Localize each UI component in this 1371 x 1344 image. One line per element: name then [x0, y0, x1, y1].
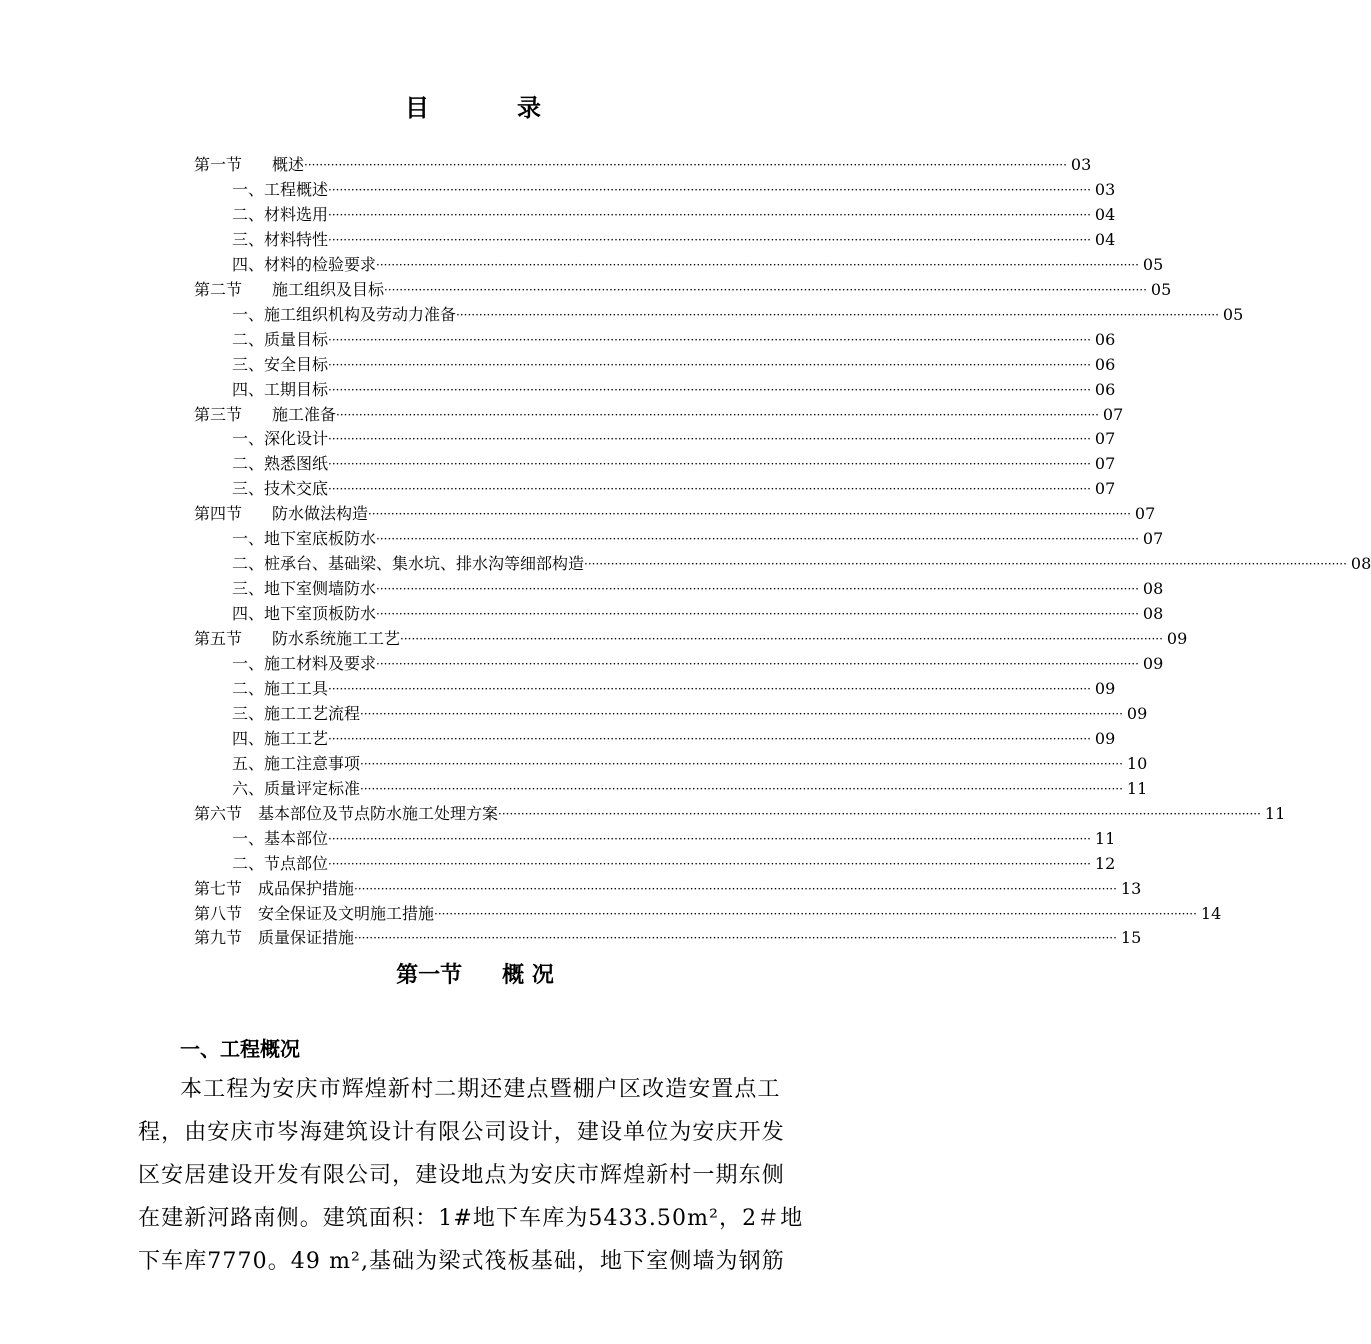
toc-entry-label [232, 302, 456, 327]
toc-page-number: 14 [1200, 903, 1222, 923]
toc-section-number: 第九节 [194, 928, 243, 948]
toc-entry-label [232, 451, 328, 476]
toc-entry-label [232, 576, 376, 601]
toc-entry-label [232, 701, 360, 726]
toc-entry-label [232, 551, 584, 576]
toc-page-number: 05 [1150, 279, 1172, 299]
toc-page-number: 07 [1134, 504, 1156, 524]
toc-entry-title: 五、施工注意事项 [232, 753, 361, 773]
toc-leader-dots: ········································································································································································································ [328, 332, 1091, 347]
toc-page-number: 11 [1094, 828, 1116, 848]
toc-entry-label [232, 751, 360, 776]
toc-entry-title: 四、工期目标 [232, 379, 329, 399]
toc-entry [232, 701, 1148, 726]
toc-entry-title: 二、材料选用 [232, 204, 329, 224]
toc-entry [232, 202, 1116, 227]
toc-entry-label [232, 476, 328, 501]
toc-page-number: 06 [1094, 379, 1116, 399]
toc-leader-dots: ········································································································································································································ [376, 582, 1139, 597]
toc-leader-dots: ········································································································································································································ [328, 207, 1091, 222]
toc-entry [232, 651, 1164, 676]
toc-page-number: 09 [1166, 629, 1188, 649]
section-heading [0, 958, 950, 989]
toc-entry [232, 601, 1164, 626]
toc-entry [232, 476, 1116, 501]
toc-page-number: 12 [1094, 853, 1116, 873]
toc-leader-dots: ········································································································································································································ [328, 831, 1091, 846]
body-line: 在建新河路南侧。建筑面积：1#地下车库为5433.50m²，2＃地 [138, 1206, 804, 1231]
toc-entry-title: 四、材料的检验要求 [232, 254, 377, 274]
toc-entry-label [194, 152, 304, 177]
body-line: 下车库7770。49 m²,基础为梁式筏板基础，地下室侧墙为钢筋 [138, 1249, 785, 1274]
toc-entry-label [232, 327, 328, 352]
toc-entry-title: 二、施工工具 [232, 678, 329, 698]
toc-entry-title: 一、工程概述 [232, 179, 329, 199]
toc-leader-dots: ········································································································································································································ [376, 607, 1139, 622]
toc-entry [232, 826, 1116, 851]
toc-leader-dots: ········································································································································································································ [328, 232, 1091, 247]
toc-entry-title: 基本部位及节点防水施工处理方案 [258, 803, 499, 823]
toc-section-number: 第六节 [194, 803, 243, 823]
toc-entry [232, 676, 1116, 701]
toc-entry-label [232, 252, 376, 277]
toc-title [0, 88, 950, 123]
toc-entry [232, 726, 1116, 751]
toc-entry-title: 三、安全目标 [232, 354, 329, 374]
toc-entry [232, 426, 1116, 451]
toc-page-number: 15 [1120, 928, 1142, 948]
toc-entry-title: 六、质量评定标准 [232, 778, 361, 798]
toc-entry-title: 防水做法构造 [272, 504, 369, 524]
toc-entry-label [232, 826, 328, 851]
toc-entry-title: 三、技术交底 [232, 479, 329, 499]
toc-entry-label [194, 876, 354, 901]
toc-title-right: 录 [517, 94, 545, 122]
toc-page-number: 09 [1094, 728, 1116, 748]
toc-page-number: 11 [1264, 803, 1286, 823]
toc-entry-title: 施工组织及目标 [272, 279, 385, 299]
toc-entry [232, 451, 1116, 476]
toc-entry-title: 四、施工工艺 [232, 728, 329, 748]
toc-leader-dots: ········································································································································································································ [328, 482, 1091, 497]
toc-section-number: 第一节 [194, 155, 243, 174]
body-line: 区安居建设开发有限公司，建设地点为安庆市辉煌新村一期东侧 [138, 1163, 785, 1188]
toc-page-number: 07 [1142, 529, 1164, 549]
toc-page-number: 07 [1094, 479, 1116, 499]
toc-entry-title: 一、基本部位 [232, 828, 329, 848]
toc-entry-label [194, 402, 336, 427]
toc-leader-dots: ········································································································································································································ [400, 632, 1163, 647]
toc-section-number: 第七节 [194, 878, 243, 898]
toc-entry-title: 二、熟悉图纸 [232, 454, 329, 474]
toc-entry-label [232, 851, 328, 876]
toc-entry-label [194, 925, 354, 950]
toc-leader-dots: ········································································································································································································ [376, 532, 1139, 547]
toc-entry-label [194, 901, 434, 926]
toc-entry-label [194, 277, 384, 302]
toc-entry-label [232, 377, 328, 402]
toc-page-number: 03 [1070, 155, 1092, 174]
toc-entry [232, 526, 1164, 551]
toc-page-number: 09 [1094, 678, 1116, 698]
toc-entry-label [232, 227, 328, 252]
toc-page-number: 04 [1094, 229, 1116, 249]
toc-leader-dots: ········································································································································································································ [328, 357, 1091, 372]
toc-page-number: 11 [1126, 778, 1148, 798]
toc-leader-dots: ········································································································································································································ [328, 182, 1091, 197]
toc-page-number: 10 [1126, 753, 1148, 773]
toc-leader-dots: ········································································································································································································ [434, 906, 1197, 921]
toc-entry-label [232, 352, 328, 377]
toc-entry-title: 三、材料特性 [232, 229, 329, 249]
section-heading-number: 第一节 [396, 963, 463, 988]
body-line: 程，由安庆市岑海建筑设计有限公司设计，建设单位为安庆开发 [138, 1120, 785, 1145]
toc-entry-label [232, 676, 328, 701]
toc-entry-title: 二、节点部位 [232, 853, 329, 873]
toc-entry-title: 二、质量目标 [232, 329, 329, 349]
toc-entry-label [232, 426, 328, 451]
toc-page-number: 09 [1142, 654, 1164, 673]
toc-entry [232, 227, 1116, 252]
toc-entry-title: 一、施工组织机构及劳动力准备 [232, 304, 457, 324]
toc-entry [232, 327, 1116, 352]
body-line: 本工程为安庆市辉煌新村二期还建点暨棚户区改造安置点工 [180, 1077, 781, 1102]
toc-entry-title: 防水系统施工工艺 [272, 629, 401, 649]
toc-page-number: 08 [1142, 579, 1164, 599]
toc-entry-label [232, 726, 328, 751]
toc-entry-label [232, 651, 376, 676]
toc-leader-dots: ········································································································································································································ [368, 507, 1131, 522]
toc-leader-dots: ········································································································································································································ [376, 257, 1139, 272]
toc-title-left: 目 [405, 94, 433, 122]
toc-entry [232, 551, 1371, 576]
toc-leader-dots: ········································································································································································································ [360, 706, 1123, 721]
toc-entry-label [232, 526, 376, 551]
toc-page-number: 03 [1094, 179, 1116, 199]
toc-leader-dots: ········································································································································································································ [354, 931, 1117, 946]
toc-page-number: 05 [1142, 254, 1164, 274]
toc-entry [232, 252, 1164, 277]
toc-leader-dots: ········································································································································································································ [328, 731, 1091, 746]
toc-entry [194, 277, 1172, 302]
toc-entry-title: 成品保护措施 [258, 878, 355, 898]
toc-entry [194, 501, 1156, 526]
toc-page-number: 04 [1094, 204, 1116, 224]
toc-entry-label [194, 626, 400, 651]
toc-entry-label [232, 177, 328, 202]
toc-leader-dots: ········································································································································································································ [354, 881, 1117, 896]
toc-entry-title: 安全保证及文明施工措施 [258, 903, 435, 923]
toc-page-number: 13 [1120, 878, 1142, 898]
toc-leader-dots: ········································································································································································································ [376, 657, 1139, 671]
toc-page-number: 08 [1142, 604, 1164, 624]
toc-leader-dots: ········································································································································································································ [328, 432, 1091, 447]
toc-page-number: 07 [1094, 429, 1116, 449]
toc-section-number: 第二节 [194, 279, 243, 299]
toc-entry-title: 一、地下室底板防水 [232, 529, 377, 549]
toc-section-number: 第八节 [194, 903, 243, 923]
body-paragraph [138, 1068, 828, 1283]
toc-page-number: 07 [1094, 454, 1116, 474]
toc-leader-dots: ········································································································································································································ [360, 756, 1123, 771]
toc-entry-title: 二、桩承台、基础梁、集水坑、排水沟等细部构造 [232, 554, 585, 574]
toc-leader-dots: ········································································································································································································ [456, 307, 1219, 322]
toc-entry [194, 402, 1124, 427]
toc-entry [232, 576, 1164, 601]
toc-entry [232, 776, 1148, 801]
toc-leader-dots: ········································································································································································································ [328, 856, 1091, 871]
toc-leader-dots: ········································································································································································································ [328, 382, 1091, 397]
section-heading-title: 概 况 [502, 963, 554, 988]
toc-entry [194, 152, 1092, 177]
toc-entry-title: 施工准备 [272, 404, 337, 424]
toc-entry-label [232, 776, 360, 801]
toc-entry [232, 751, 1148, 776]
toc-page-number: 09 [1126, 703, 1148, 723]
toc-entry [194, 901, 1222, 926]
toc-page-number: 08 [1350, 554, 1371, 574]
toc-entry-title: 概述 [272, 155, 305, 174]
toc-entry-label [194, 501, 368, 526]
toc-entry [232, 377, 1116, 402]
toc-entry [194, 925, 1142, 950]
toc-section-number: 第四节 [194, 504, 243, 524]
toc-entry-title: 三、施工工艺流程 [232, 703, 361, 723]
toc-page-number: 05 [1222, 304, 1244, 324]
toc-section-number: 第三节 [194, 404, 243, 424]
toc-leader-dots: ········································································································································································································ [498, 806, 1261, 821]
toc-page-number: 06 [1094, 354, 1116, 374]
toc-leader-dots: ········································································································································································································ [328, 681, 1091, 696]
toc-leader-dots: ········································································································································································································ [336, 407, 1099, 422]
toc-entry [194, 876, 1142, 901]
toc-entry-label [232, 601, 376, 626]
toc-entry-title: 三、地下室侧墙防水 [232, 579, 377, 599]
toc-entry [232, 851, 1116, 876]
toc-section-number: 第五节 [194, 629, 243, 649]
toc-leader-dots: ········································································································································································································ [384, 282, 1147, 297]
toc-entry [232, 177, 1116, 202]
toc-leader-dots: ········································································································································································································ [328, 457, 1091, 472]
toc-leader-dots: ········································································································································································································ [304, 158, 1067, 172]
toc-page-number: 07 [1102, 404, 1124, 424]
toc-entry-label [194, 801, 498, 826]
toc-page-number: 06 [1094, 329, 1116, 349]
toc-leader-dots: ········································································································································································································ [584, 557, 1347, 572]
toc-entry-title: 一、施工材料及要求 [232, 654, 377, 673]
toc-entry-title: 质量保证措施 [258, 928, 355, 948]
toc-entry [232, 302, 1244, 327]
toc-leader-dots: ········································································································································································································ [360, 781, 1123, 796]
toc-entry-title: 一、深化设计 [232, 429, 329, 449]
sub-heading: 一、工程概况 [180, 1037, 300, 1061]
toc-entry-label [232, 202, 328, 227]
toc-entry [194, 801, 1286, 826]
toc-entry-title: 四、地下室顶板防水 [232, 604, 377, 624]
toc-entry [194, 626, 1188, 651]
toc-entry [232, 352, 1116, 377]
